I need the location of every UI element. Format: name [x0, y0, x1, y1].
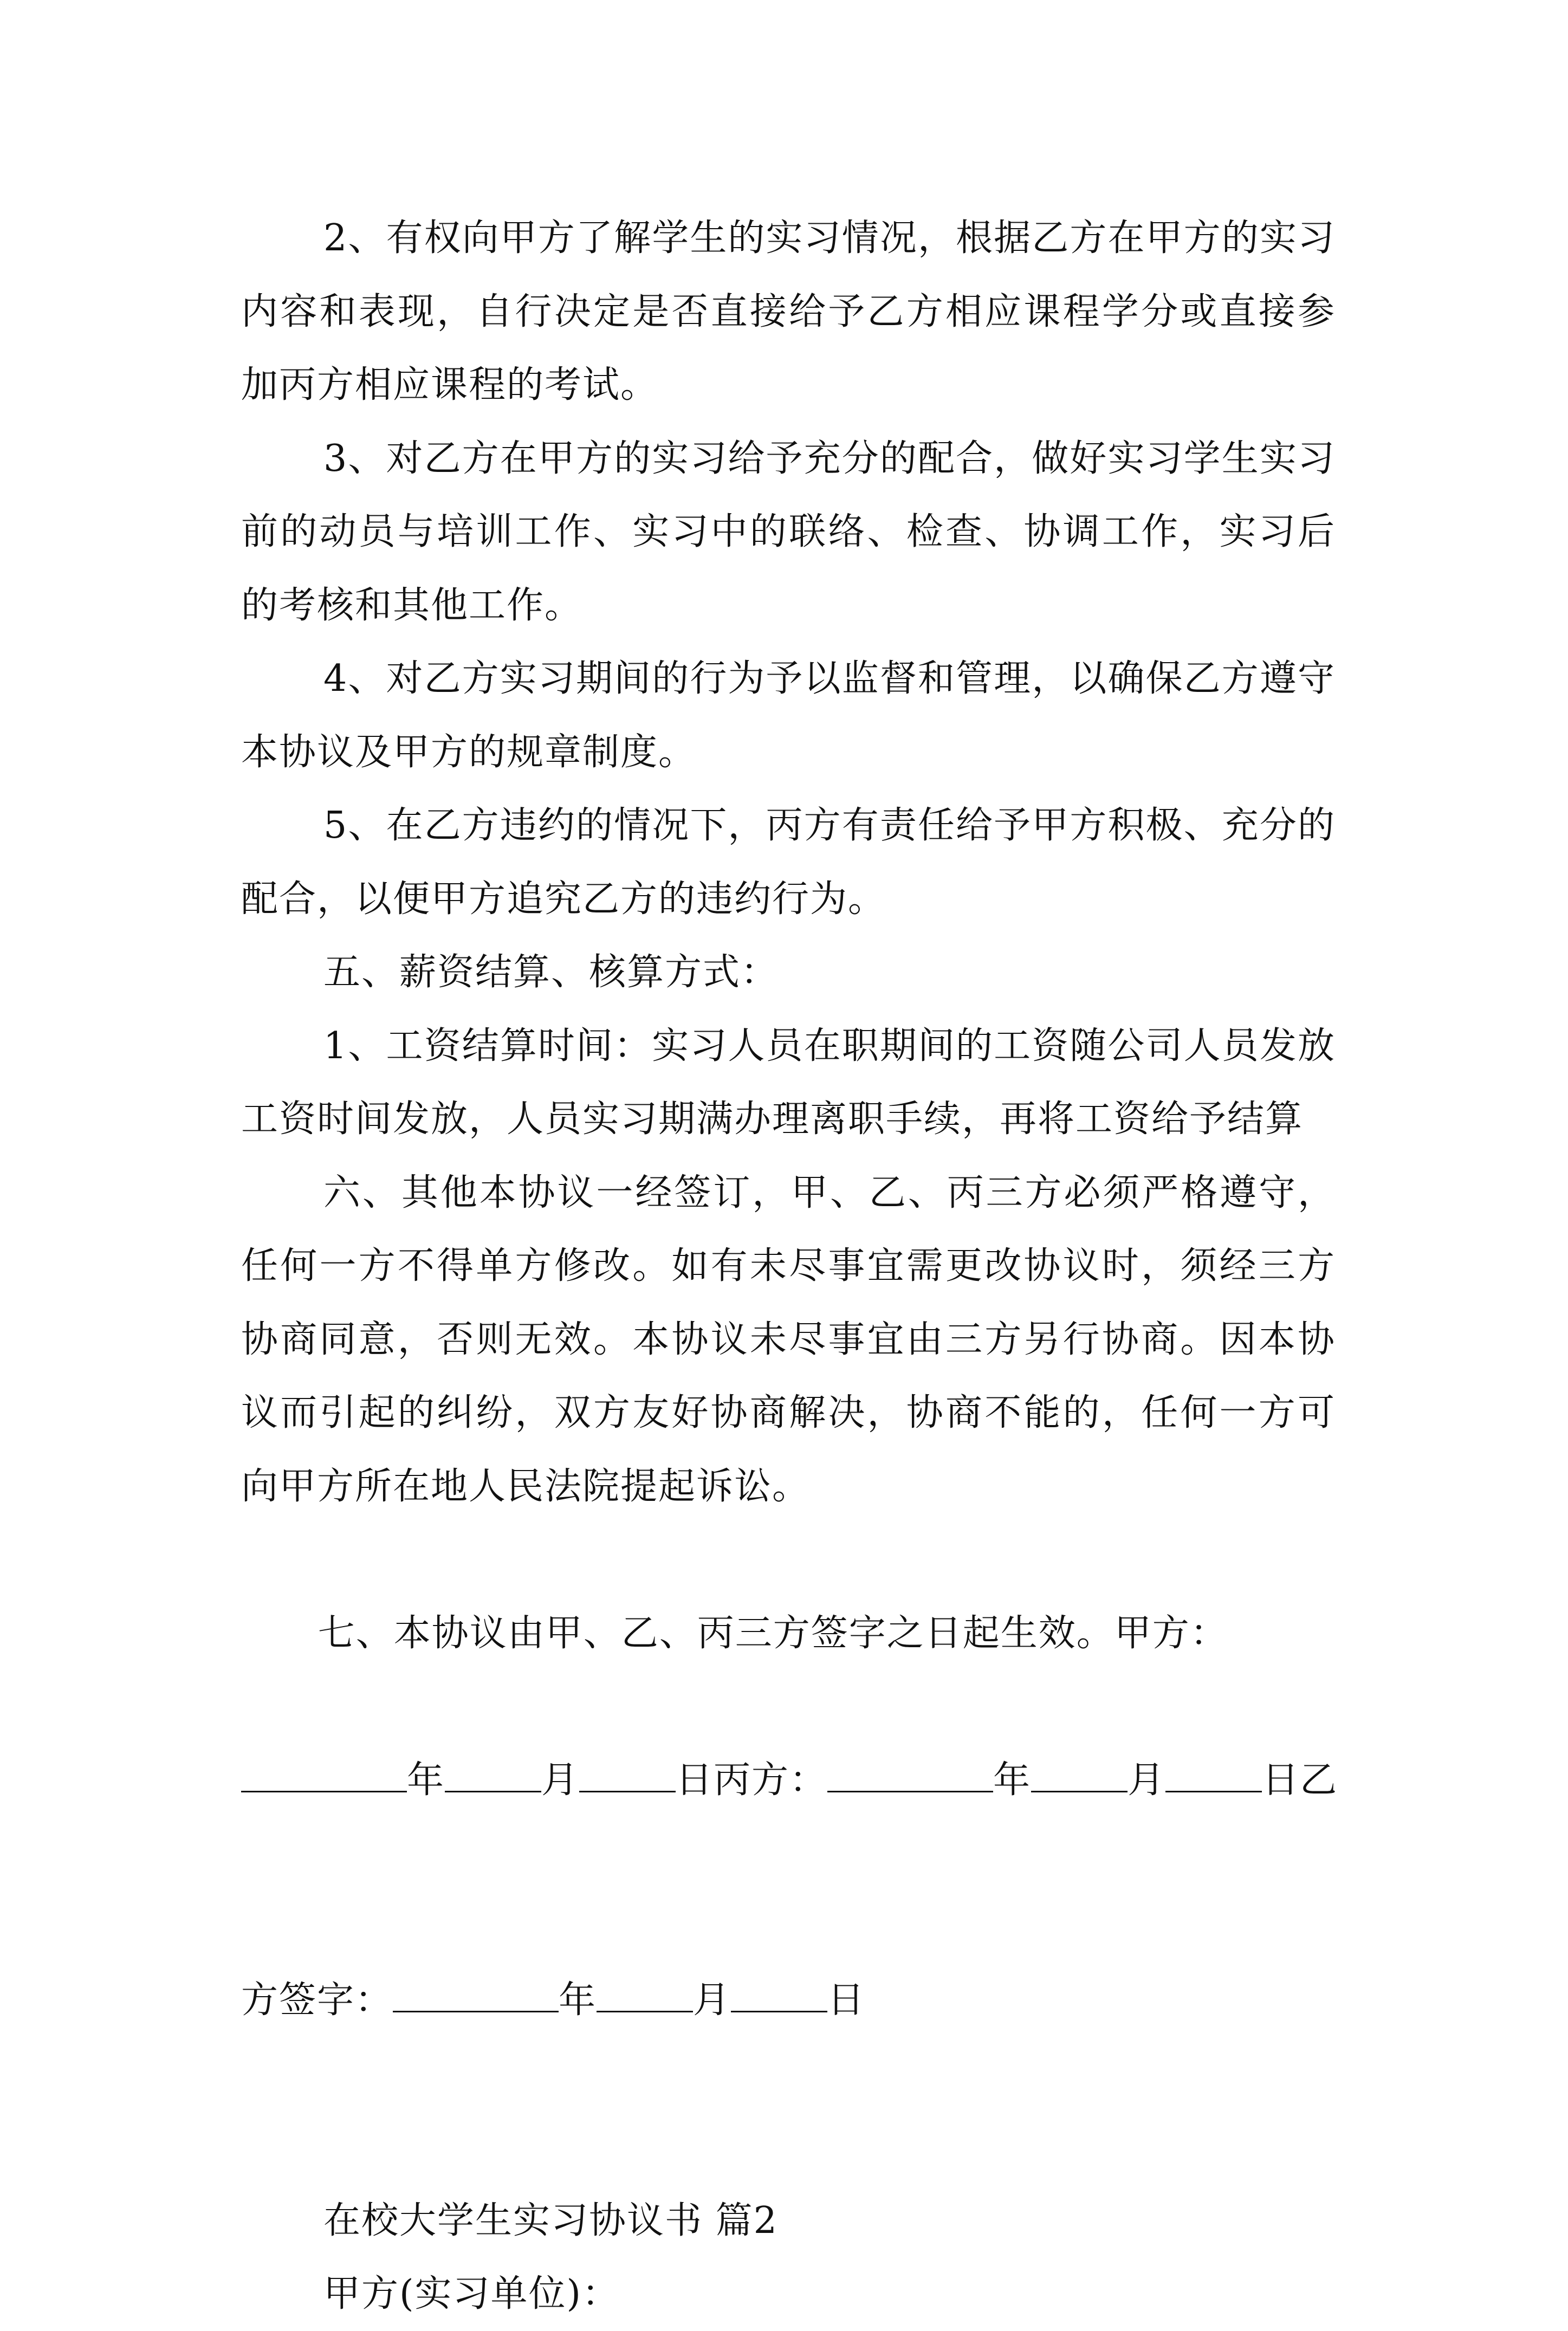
blank-line	[731, 1977, 827, 2012]
section-salary-heading: 五、薪资结算、核算方式：	[323, 951, 779, 994]
salary-clause-1: 1、工资结算时间：实习人员在职期间的工资随公司人员发放工资时间发放，人员实习期满办理离职手续，再将工资给予结算	[241, 1024, 1336, 1141]
blank-line	[393, 1977, 559, 2012]
signature-block	[241, 1523, 1336, 2184]
blank-line	[827, 1757, 993, 1792]
blank-line	[579, 1757, 676, 1792]
clause-4: 4、对乙方实习期间的行为予以监督和管理，以确保乙方遵守本协议及甲方的规章制度。	[241, 657, 1336, 774]
blank-line	[597, 1977, 693, 2012]
clause-2: 2、有权向甲方了解学生的实习情况，根据乙方在甲方的实习内容和表现，自行决定是否直接给予乙方相应课程学分或直接参加丙方相应课程的考试。	[241, 217, 1336, 406]
section-other-terms: 六、其他本协议一经签订，甲、乙、丙三方必须严格遵守，任何一方不得单方修改。如有未尽事宜需更改协议时，须经三方协商同意，否则无效。本协议未尽事宜由三方另行协商。因本协议而引起的纠纷，双方友好协商解决，协商不能的，任何一方可向甲方所在地人民法院提起诉讼。	[241, 1171, 1336, 1508]
blank-line	[241, 1757, 407, 1792]
document-body	[241, 202, 1336, 2331]
signature-line-jia-bing: 年 月 日丙方： 年 月 日乙	[241, 1744, 1336, 1817]
party-a-label: 甲方(实习单位)：	[323, 2272, 620, 2315]
clause-5: 5、在乙方违约的情况下，丙方有责任给予甲方积极、充分的配合，以便甲方追究乙方的违约行为。	[241, 804, 1336, 921]
blank-line	[1031, 1757, 1128, 1792]
effective-clause: 七、本协议由甲、乙、丙三方签字之日起生效。甲方：	[318, 1611, 1228, 1655]
section-title: 在校大学生实习协议书 篇2	[323, 2199, 778, 2242]
blank-line	[445, 1757, 541, 1792]
clause-3: 3、对乙方在甲方的实习给予充分的配合，做好实习学生实习前的动员与培训工作、实习中的联络、检查、协调工作，实习后的考核和其他工作。	[241, 437, 1336, 627]
blank-line	[1165, 1757, 1262, 1792]
signature-line-yi: 方签字： 年 月 日	[241, 1964, 1336, 2037]
